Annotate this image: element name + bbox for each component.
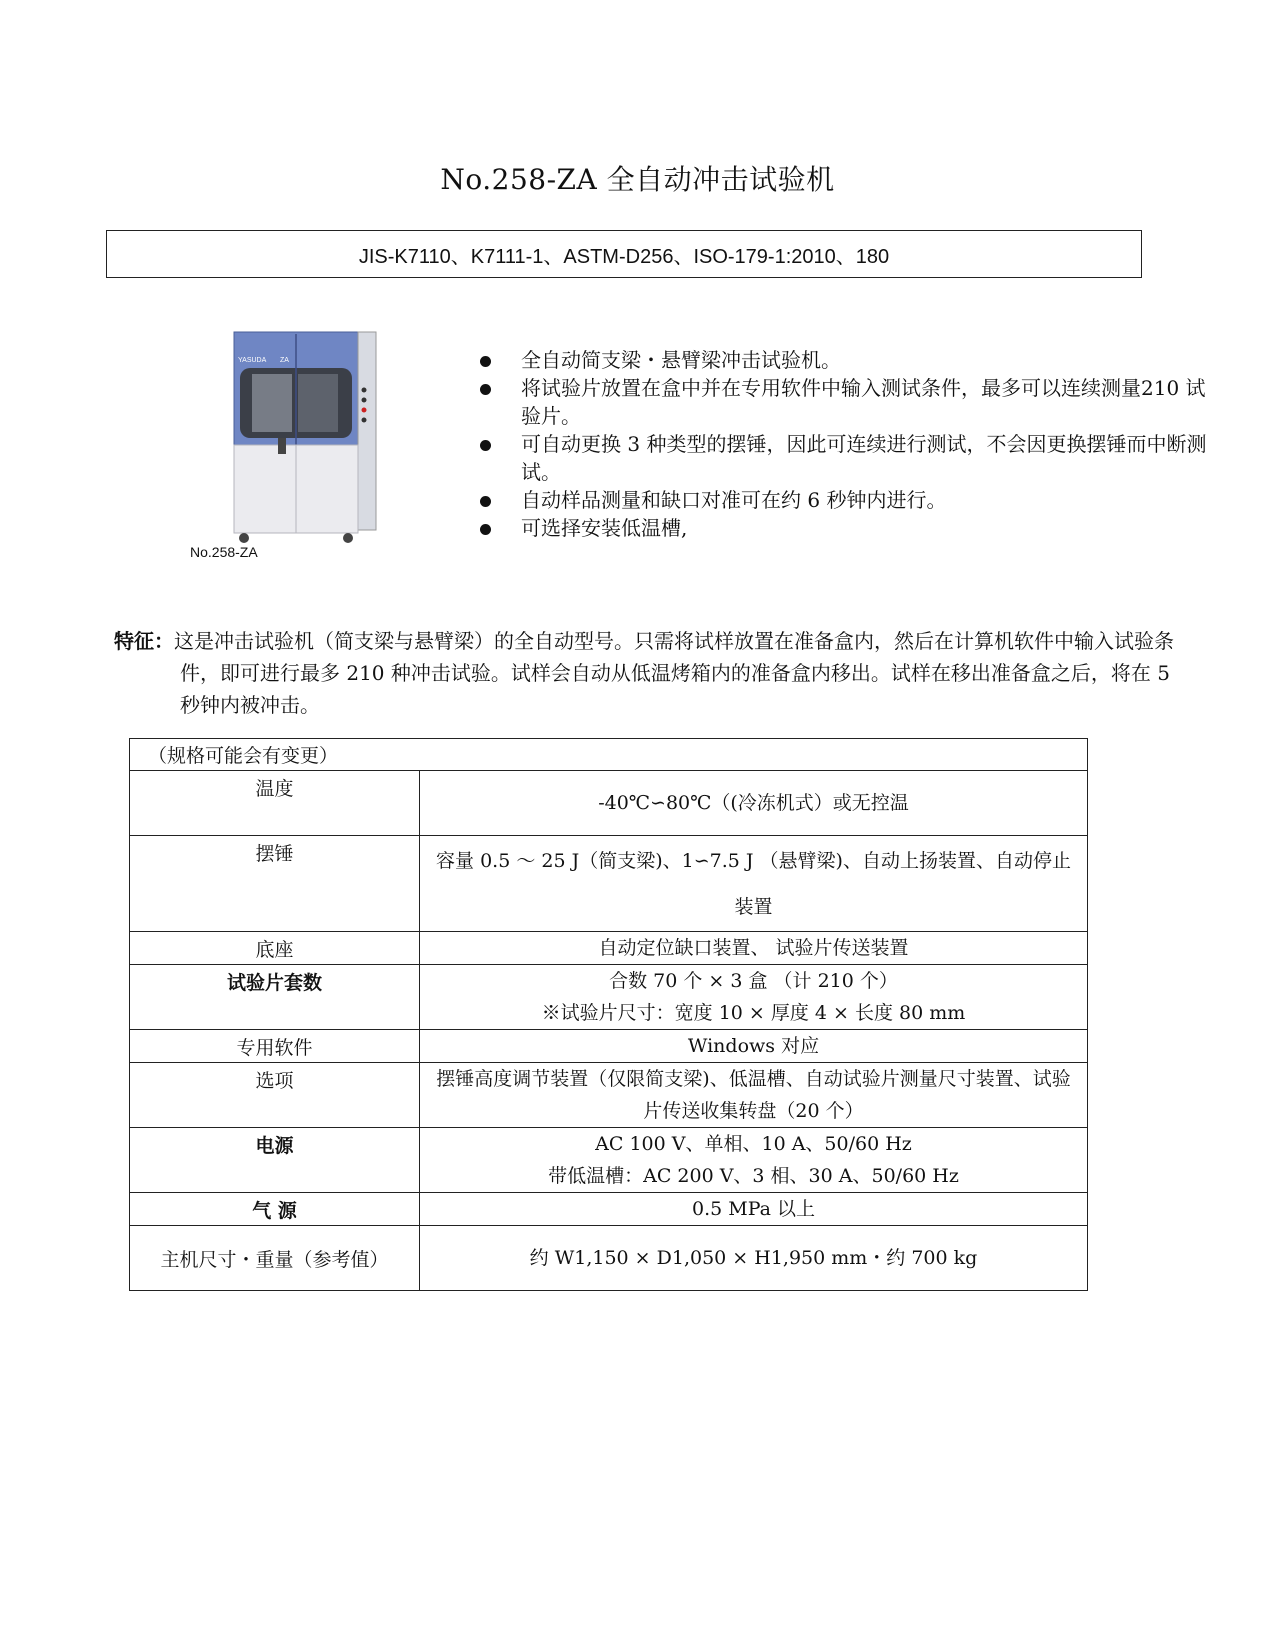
spec-label: 温度 <box>130 771 420 836</box>
bullet-item: 将试验片放置在盒中并在专用软件中输入测试条件，最多可以连续测量210 试验片。 <box>475 374 1215 430</box>
spec-value: AC 100 V、单相、10 A、50/60 Hz <box>595 1133 912 1155</box>
feature-text: 这是冲击试验机（简支梁与悬臂梁）的全自动型号。只需将试样放置在准备盒内，然后在计算机软件中输入试验条件，即可进行最多 210 种冲击试验。试样会自动从低温烤箱内的准备盒内移出。试样在移出准备盒之后，将在 5 秒钟内被冲击。 <box>174 629 1174 717</box>
bullet-icon <box>480 356 491 367</box>
feature-paragraph <box>114 625 1174 721</box>
spec-label: 电源 <box>130 1128 420 1193</box>
bullet-item: 可选择安装低温槽, <box>475 514 1215 542</box>
feature-bullets <box>475 346 1215 542</box>
bullet-item: 可自动更换 3 种类型的摆锤，因此可连续进行测试，不会因更换摆锤而中断测试。 <box>475 430 1215 486</box>
spec-value: 容量 0.5 ～ 25 J（简支梁)、1∽7.5 J （悬臂梁)、自动上扬装置、自动停止装置 <box>420 836 1088 932</box>
machine-photo <box>232 330 378 545</box>
machine-brand-text: YASUDA <box>238 357 267 364</box>
spec-value-cell <box>420 965 1088 1030</box>
bullet-icon <box>480 496 491 507</box>
spec-label: 摆锤 <box>130 836 420 932</box>
spec-label: 底座 <box>130 932 420 965</box>
bullet-icon <box>480 524 491 535</box>
standards-text: JIS-K7110、K7111-1、ASTM-D256、ISO-179-1:2010、180 <box>358 245 890 268</box>
spec-label: 试验片套数 <box>130 965 420 1030</box>
spec-value: 约 W1,150 × D1,050 × H1,950 mm・约 700 kg <box>420 1226 1088 1291</box>
spec-value: Windows 对应 <box>420 1030 1088 1063</box>
spec-value: 自动定位缺口装置、 试验片传送装置 <box>420 932 1088 965</box>
spec-label: 选项 <box>130 1063 420 1128</box>
spec-table <box>129 738 1088 1291</box>
spec-note: （规格可能会有变更） <box>130 739 1088 771</box>
spec-value: 摆锤高度调节装置（仅限简支梁)、低温槽、自动试验片测量尺寸装置、试验片传送收集转盘（20 个） <box>420 1063 1088 1128</box>
spec-label: 主机尺寸・重量（参考值） <box>130 1226 420 1291</box>
machine-caption: No.258-ZA <box>190 544 258 560</box>
spec-label: 气 源 <box>130 1193 420 1226</box>
spec-value-cell <box>420 1128 1088 1193</box>
spec-value-line2: 带低温槽：AC 200 V、3 相、30 A、50/60 Hz <box>548 1165 959 1187</box>
feature-label: 特征： <box>114 629 174 653</box>
bullet-item: 全自动简支梁・悬臂梁冲击试验机。 <box>475 346 1215 374</box>
spec-value-line2: ※试验片尺寸：宽度 10 × 厚度 4 × 长度 80 mm <box>541 1002 966 1024</box>
spec-value: 0.5 MPa 以上 <box>420 1193 1088 1226</box>
spec-value: 合数 70 个 × 3 盒 （计 210 个） <box>609 970 898 992</box>
standards-box <box>106 230 1142 278</box>
spec-label: 专用软件 <box>130 1030 420 1063</box>
bullet-icon <box>480 440 491 451</box>
bullet-icon <box>480 384 491 395</box>
spec-value: -40℃∽80℃（(冷冻机式）或无控温 <box>420 771 1088 836</box>
page-title: No.258-ZA 全自动冲击试验机 <box>440 163 835 196</box>
machine-panel-text: ZA <box>280 357 289 364</box>
bullet-item: 自动样品测量和缺口对准可在约 6 秒钟内进行。 <box>475 486 1215 514</box>
